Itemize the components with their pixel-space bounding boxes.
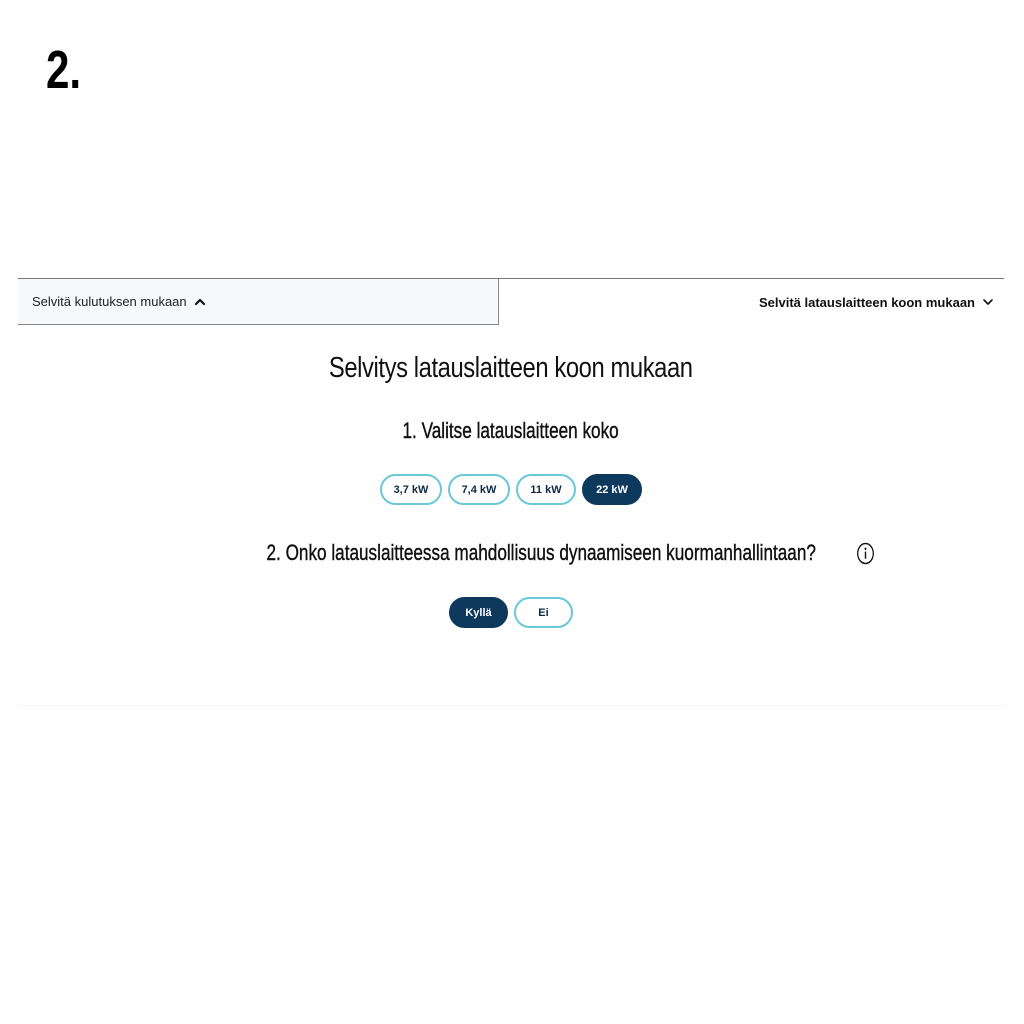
tab-charger-size[interactable] <box>499 279 1004 325</box>
load-management-options <box>18 597 1004 628</box>
step-number: 2. <box>46 40 82 100</box>
size-option-11kw[interactable]: 11 kW <box>516 474 576 505</box>
mode-tabs <box>18 278 1004 325</box>
size-option-3-7kw[interactable]: 3,7 kW <box>380 474 442 505</box>
size-option-22kw[interactable]: 22 kW <box>582 474 642 505</box>
tab-consumption-label: Selvitä kulutuksen mukaan <box>32 294 187 309</box>
tab-consumption[interactable] <box>18 279 499 325</box>
question-load-management: 2. Onko latauslaitteessa mahdollisuus dynaamiseen kuormanhallintaan? <box>18 539 1004 567</box>
answer-yes-button[interactable]: Kyllä <box>449 597 508 628</box>
charger-size-options <box>18 474 1004 505</box>
chevron-down-icon <box>982 296 994 308</box>
question-charger-size: 1. Valitse latauslaitteen koko <box>402 418 620 443</box>
info-icon[interactable] <box>856 542 874 565</box>
tab-charger-size-label: Selvitä latauslaitteen koon mukaan <box>758 294 975 310</box>
chevron-up-icon <box>194 296 206 308</box>
charger-selector-panel <box>18 278 1004 706</box>
answer-no-button[interactable]: Ei <box>514 597 573 628</box>
page-title: Selvitys latauslaitteen koon mukaan <box>329 352 693 384</box>
size-option-7-4kw[interactable]: 7,4 kW <box>448 474 510 505</box>
